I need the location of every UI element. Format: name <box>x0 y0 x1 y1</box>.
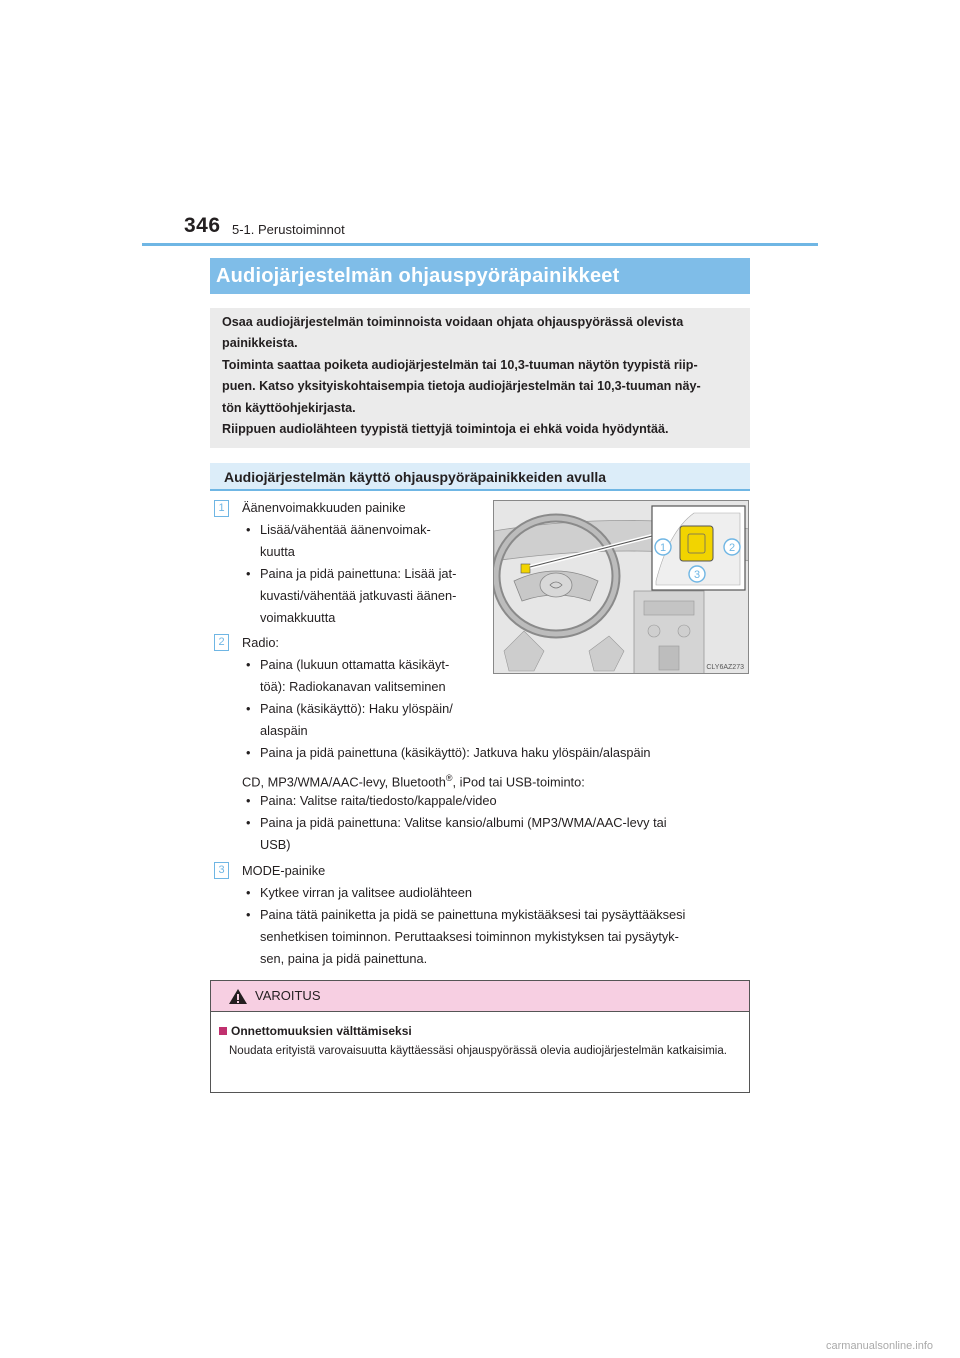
warning-box <box>210 980 750 1093</box>
item-1-bullet-cont: kuutta <box>260 544 295 559</box>
page-title: Audiojärjestelmän ohjauspyöräpainikkeet <box>210 258 750 294</box>
item-3-bullet-cont: sen, paina ja pidä painettuna. <box>260 951 428 966</box>
item-2-cd-pre: CD, MP3/WMA/AAC-levy, Bluetooth <box>242 774 446 790</box>
warning-header <box>211 981 749 1012</box>
item-2-bullet: • Paina ja pidä painettuna (käsikäyttö): Jatkuva haku ylöspäin/alaspäin <box>260 742 651 764</box>
item-3-title: MODE-painike <box>242 863 326 878</box>
item-number-1: 1 <box>214 500 229 517</box>
item-2-cd-post: , iPod tai USB-toiminto: <box>452 774 585 790</box>
dashboard-drawing <box>494 501 749 674</box>
intro-line: puen. Katso yksityiskohtaisempia tietoja audiojärjestelmän tai 10,3-tuuman näy- <box>222 379 701 394</box>
warning-subtitle-row <box>219 1024 412 1038</box>
registered-mark: ® <box>445 773 453 783</box>
watermark: carmanualsonline.info <box>826 1340 934 1352</box>
header-rule <box>142 243 818 246</box>
item-1-bullet: • Lisää/vähentää äänenvoimak- <box>260 519 431 541</box>
intro-line: painikkeista. <box>222 336 298 351</box>
warning-text: Noudata erityistä varovaisuutta käyttäessäsi ohjauspyörässä olevia audiojärjestelmän katkaisimia. <box>229 1045 727 1057</box>
intro-line: Osaa audiojärjestelmän toiminnoista voidaan ohjata ohjauspyörässä olevista <box>222 315 684 329</box>
item-1-bullet-cont: kuvasti/vähentää jatkuvasti äänen- <box>260 588 457 603</box>
warning-subtitle: Onnettomuuksien välttämiseksi <box>231 1024 412 1038</box>
square-bullet-icon <box>219 1027 227 1035</box>
figure-code: CLY6AZ273 <box>706 664 744 671</box>
item-2-bullet-cont: USB) <box>260 837 291 852</box>
intro-line: Toiminta saattaa poiketa audiojärjestelmän tai 10,3-tuuman näytön tyypistä riip- <box>222 357 698 372</box>
item-3-bullet: • Kytkee virran ja valitsee audiolähteen <box>260 882 472 904</box>
page-number: 346 <box>184 214 221 237</box>
warning-title: VAROITUS <box>255 988 321 1003</box>
item-1-title: Äänenvoimakkuuden painike <box>242 500 406 515</box>
item-3-bullet-cont: senhetkisen toiminnon. Peruttaaksesi toiminnon mykistyksen tai pysäytyk- <box>260 929 679 944</box>
intro-line: tön käyttöohjekirjasta. <box>222 400 356 415</box>
figure-callout-2: 2 <box>728 542 736 554</box>
item-2-title: Radio: <box>242 635 279 650</box>
figure-callout-3: 3 <box>693 569 701 581</box>
figure-callout-1: 1 <box>659 542 667 554</box>
section-subheading: Audiojärjestelmän käyttö ohjauspyöräpainikkeiden avulla <box>210 463 750 491</box>
steering-wheel-illustration <box>493 500 749 674</box>
item-2-bullet-cont: alaspäin <box>260 723 308 738</box>
section-label: 5-1. Perustoiminnot <box>232 222 345 237</box>
item-3-bullet: • Paina tätä painiketta ja pidä se painettuna mykistääksesi tai pysäyttääksesi <box>260 904 685 926</box>
item-number-2: 2 <box>214 634 229 651</box>
item-number-3: 3 <box>214 862 229 879</box>
item-2-bullet-cont: töä): Radiokanavan valitseminen <box>260 679 446 694</box>
item-2-bullet: • Paina (lukuun ottamatta käsikäyt- <box>260 654 449 676</box>
warning-triangle-icon <box>228 988 248 1005</box>
intro-line: Riippuen audiolähteen tyypistä tiettyjä toimintoja ei ehkä voida hyödyntää. <box>222 422 669 437</box>
item-2-bullet: • Paina: Valitse raita/tiedosto/kappale/video <box>260 790 497 812</box>
item-2-bullet: • Paina ja pidä painettuna: Valitse kansio/albumi (MP3/WMA/AAC-levy tai <box>260 812 667 834</box>
item-1-bullet: • Paina ja pidä painettuna: Lisää jat- <box>260 563 456 585</box>
intro-box <box>210 308 750 448</box>
item-2-bullet: • Paina (käsikäyttö): Haku ylöspäin/ <box>260 698 453 720</box>
item-1-bullet-cont: voimakkuutta <box>260 610 336 625</box>
